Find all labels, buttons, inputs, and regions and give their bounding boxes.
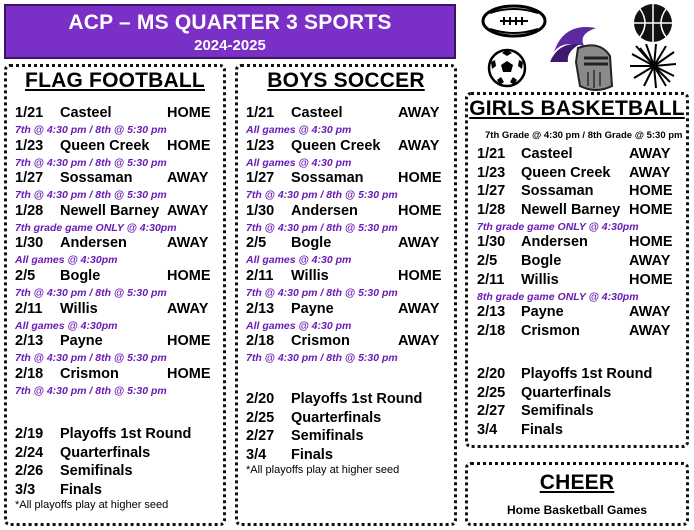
game-site: AWAY <box>629 323 671 339</box>
playoff-date: 3/4 <box>477 421 498 438</box>
girls-basketball-title: GIRLS BASKETBALL <box>469 97 685 120</box>
game-row <box>468 304 686 322</box>
game-opponent: Casteel <box>60 105 112 121</box>
playoff-date: 2/20 <box>477 366 506 382</box>
game-time-note: 8th grade game ONLY @ 4:30pm <box>477 291 639 303</box>
game-opponent: Willis <box>291 268 329 284</box>
game-opponent: Sossaman <box>60 170 133 187</box>
game-opponent: Bogle <box>60 268 101 284</box>
game-site: AWAY <box>629 165 671 181</box>
game-row <box>468 272 686 290</box>
game-site: HOME <box>398 268 442 284</box>
game-row <box>7 138 223 156</box>
playoff-label: Semifinals <box>291 428 364 445</box>
game-opponent: Andersen <box>60 235 127 252</box>
playoff-label: Quarterfinals <box>60 444 151 461</box>
playoff-row <box>238 410 454 428</box>
game-time-note: 7th grade game ONLY @ 4:30pm <box>15 221 177 234</box>
playoff-row <box>238 391 454 409</box>
game-date: 1/28 <box>477 202 506 218</box>
game-time-note: All games @ 4:30 pm <box>246 254 352 267</box>
playoff-row <box>7 463 223 481</box>
game-date: 2/11 <box>15 300 43 317</box>
game-date: 1/28 <box>15 202 44 219</box>
game-date: 2/13 <box>15 333 44 350</box>
game-row <box>468 165 686 183</box>
game-time-note: 7th @ 4:30 pm / 8th @ 5:30 pm <box>246 189 398 202</box>
game-row <box>7 170 223 188</box>
playoff-row <box>238 428 454 446</box>
playoff-label: Playoffs 1st Round <box>291 391 423 407</box>
game-date: 2/11 <box>477 272 505 288</box>
game-date: 2/5 <box>477 253 498 269</box>
game-opponent: Queen Creek <box>60 137 150 154</box>
playoff-date: 2/24 <box>15 444 44 461</box>
playoff-label: Quarterfinals <box>521 384 612 401</box>
game-site: AWAY <box>629 253 671 269</box>
playoff-row <box>468 366 686 384</box>
game-row <box>238 301 454 319</box>
game-site: HOME <box>167 333 211 350</box>
game-site: HOME <box>167 137 211 154</box>
game-date: 2/18 <box>477 323 506 339</box>
game-site: AWAY <box>167 170 209 187</box>
playoff-footnote: *All playoffs play at higher seed <box>15 499 169 511</box>
game-row <box>468 202 686 220</box>
game-date: 1/21 <box>15 105 44 121</box>
game-opponent: Crismon <box>60 365 119 382</box>
knight-mascot-icon <box>544 22 624 94</box>
game-row <box>238 268 454 286</box>
game-site: AWAY <box>629 146 671 162</box>
game-time-note: All games @ 4:30pm <box>15 254 118 267</box>
game-site: AWAY <box>398 137 440 154</box>
game-date: 2/11 <box>246 268 274 284</box>
game-row <box>238 333 454 351</box>
game-opponent: Payne <box>291 300 334 317</box>
game-date: 1/21 <box>246 105 275 121</box>
game-site: AWAY <box>167 300 209 317</box>
flag-football-card <box>4 64 226 526</box>
basketball-icon <box>632 2 674 44</box>
game-row <box>468 183 686 201</box>
playoff-date: 3/3 <box>15 481 36 498</box>
flag-football-title: FLAG FOOTBALL <box>25 69 205 92</box>
game-date: 1/27 <box>477 183 506 199</box>
game-site: AWAY <box>167 202 209 219</box>
playoff-row <box>7 426 223 444</box>
game-date: 2/13 <box>477 304 506 320</box>
game-site: HOME <box>167 365 211 382</box>
game-site: HOME <box>629 272 673 288</box>
game-opponent: Crismon <box>521 323 580 339</box>
game-date: 1/27 <box>15 170 44 187</box>
game-site: HOME <box>398 202 442 219</box>
game-date: 1/23 <box>15 137 44 154</box>
page-title: ACP – MS QUARTER 3 SPORTS <box>68 11 392 34</box>
game-opponent: Andersen <box>521 234 588 250</box>
game-opponent: Crismon <box>291 333 350 350</box>
game-date: 2/5 <box>246 235 267 252</box>
game-row <box>7 301 223 319</box>
game-time-note: 7th grade game ONLY @ 4:30pm <box>477 221 639 233</box>
game-opponent: Sossaman <box>521 183 594 199</box>
game-opponent: Casteel <box>291 105 343 121</box>
playoff-label: Semifinals <box>60 463 133 480</box>
soccer-ball-icon <box>487 48 527 88</box>
game-date: 1/23 <box>477 165 506 181</box>
game-opponent: Payne <box>60 333 103 350</box>
season-label: 2024-2025 <box>194 37 266 54</box>
game-row <box>7 268 223 286</box>
game-date: 1/27 <box>246 170 275 187</box>
playoff-label: Finals <box>521 421 563 438</box>
game-site: AWAY <box>398 235 440 252</box>
playoff-label: Quarterfinals <box>291 409 382 426</box>
game-date: 1/21 <box>477 146 506 162</box>
game-time-note: All games @ 4:30pm <box>15 319 118 332</box>
game-site: HOME <box>167 268 211 284</box>
playoff-row <box>468 385 686 403</box>
game-row <box>468 253 686 271</box>
game-time-note: 7th @ 4:30 pm / 8th @ 5:30 pm <box>15 189 167 202</box>
game-row <box>238 170 454 188</box>
game-date: 1/23 <box>246 137 275 154</box>
playoff-row <box>468 403 686 421</box>
playoff-label: Playoffs 1st Round <box>521 366 653 382</box>
game-opponent: Queen Creek <box>291 137 381 154</box>
game-row <box>238 138 454 156</box>
game-date: 2/18 <box>15 365 44 382</box>
playoff-date: 2/20 <box>246 391 275 407</box>
game-time-note: 7th @ 4:30 pm / 8th @ 5:30 pm <box>15 156 167 169</box>
playoff-date: 2/19 <box>15 426 44 442</box>
game-time-note: 7th @ 4:30 pm / 8th @ 5:30 pm <box>246 287 398 299</box>
game-row <box>7 333 223 351</box>
game-date: 2/5 <box>15 268 36 284</box>
game-time-note: All games @ 4:30 pm <box>246 124 352 136</box>
boys-soccer-card <box>235 64 457 526</box>
football-icon <box>480 3 548 39</box>
playoff-row <box>468 422 686 440</box>
game-opponent: Casteel <box>521 146 573 162</box>
game-site: AWAY <box>398 333 440 350</box>
game-date: 1/30 <box>246 202 275 219</box>
playoff-date: 3/4 <box>246 446 267 463</box>
game-time-note: 7th @ 4:30 pm / 8th @ 5:30 pm <box>15 124 167 136</box>
playoff-label: Semifinals <box>521 403 594 420</box>
pom-pom-icon <box>630 44 678 88</box>
game-opponent: Willis <box>60 300 98 317</box>
game-site: AWAY <box>629 304 671 320</box>
game-row <box>7 203 223 221</box>
game-site: HOME <box>398 170 442 187</box>
game-row <box>7 235 223 253</box>
girls-basketball-subtitle: 7th Grade @ 4:30 pm / 8th Grade @ 5:30 pm <box>485 130 683 141</box>
game-site: HOME <box>167 105 211 121</box>
game-opponent: Andersen <box>291 202 358 219</box>
game-site: HOME <box>629 183 673 199</box>
playoff-row <box>238 447 454 465</box>
game-opponent: Willis <box>521 272 559 288</box>
playoff-date: 2/25 <box>477 384 506 401</box>
playoff-date: 2/27 <box>246 428 275 445</box>
game-time-note: 7th @ 4:30 pm / 8th @ 5:30 pm <box>15 352 167 365</box>
game-time-note: 7th @ 4:30 pm / 8th @ 5:30 pm <box>15 287 167 299</box>
playoff-date: 2/25 <box>246 409 275 426</box>
game-date: 2/18 <box>246 333 275 350</box>
game-row <box>468 323 686 341</box>
game-date: 2/13 <box>246 300 275 317</box>
game-opponent: Bogle <box>521 253 562 269</box>
game-row <box>7 105 223 123</box>
playoff-label: Finals <box>60 481 102 498</box>
playoff-row <box>7 482 223 500</box>
playoff-footnote: *All playoffs play at higher seed <box>246 464 400 476</box>
game-opponent: Bogle <box>291 235 332 252</box>
game-time-note: All games @ 4:30 pm <box>246 319 352 332</box>
game-opponent: Newell Barney <box>521 202 621 218</box>
playoff-date: 2/26 <box>15 463 44 480</box>
game-time-note: 7th @ 4:30 pm / 8th @ 5:30 pm <box>246 221 398 234</box>
game-date: 1/30 <box>477 234 506 250</box>
cheer-card <box>465 462 689 526</box>
game-site: HOME <box>629 234 673 250</box>
game-site: AWAY <box>167 235 209 252</box>
game-time-note: 7th @ 4:30 pm / 8th @ 5:30 pm <box>15 384 167 397</box>
game-site: AWAY <box>398 105 440 121</box>
game-opponent: Payne <box>521 304 564 320</box>
game-row <box>7 366 223 384</box>
game-row <box>468 146 686 164</box>
game-time-note: All games @ 4:30 pm <box>246 156 352 169</box>
playoff-row <box>7 445 223 463</box>
game-row <box>468 234 686 252</box>
game-opponent: Sossaman <box>291 170 364 187</box>
playoff-label: Playoffs 1st Round <box>60 426 192 442</box>
playoff-label: Finals <box>291 446 333 463</box>
game-site: AWAY <box>398 300 440 317</box>
game-opponent: Newell Barney <box>60 202 160 219</box>
game-row <box>238 105 454 123</box>
cheer-title: CHEER <box>539 471 615 494</box>
game-site: HOME <box>629 202 673 218</box>
game-opponent: Queen Creek <box>521 165 611 181</box>
game-time-note: 7th @ 4:30 pm / 8th @ 5:30 pm <box>246 352 398 365</box>
game-date: 1/30 <box>15 235 44 252</box>
game-row <box>238 203 454 221</box>
header-banner <box>4 4 456 59</box>
boys-soccer-title: BOYS SOCCER <box>267 69 425 92</box>
playoff-date: 2/27 <box>477 403 506 420</box>
girls-basketball-card <box>465 92 689 448</box>
cheer-text: Home Basketball Games <box>506 503 648 517</box>
game-row <box>238 235 454 253</box>
